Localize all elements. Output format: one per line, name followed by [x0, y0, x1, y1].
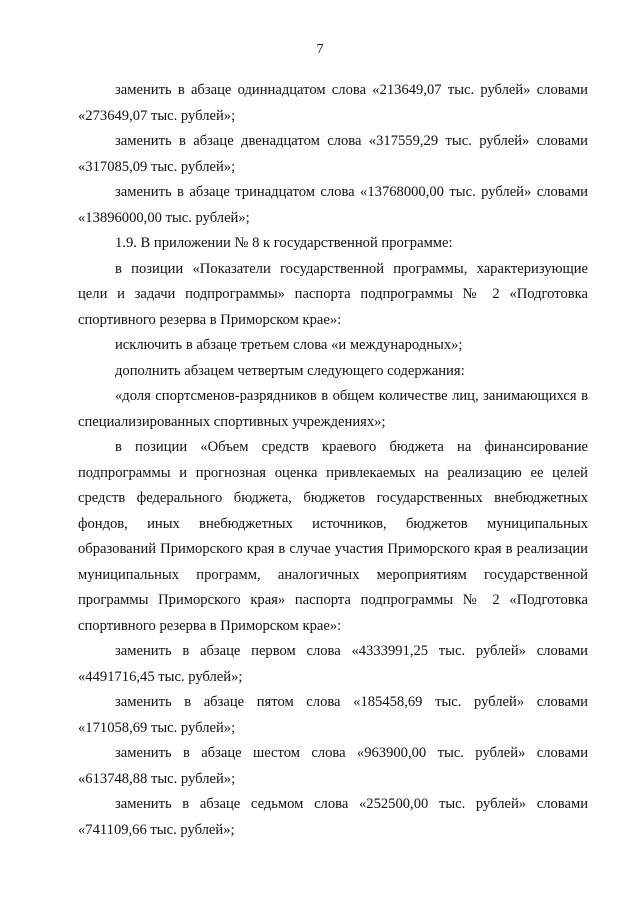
paragraph: дополнить абзацем четвертым следующего содержания:	[115, 362, 465, 379]
paragraph: заменить в абзаце шестом слова «963900,00 тыс. рублей» словами «613748,88 тыс. рублей»;	[78, 745, 588, 787]
paragraph: заменить в абзаце двенадцатом слова «317559,29 тыс. рублей» словами «317085,09 тыс. рублей»;	[78, 133, 588, 175]
paragraph: заменить в абзаце пятом слова «185458,69 тыс. рублей» словами «171058,69 тыс. рублей»;	[78, 694, 588, 736]
paragraph: заменить в абзаце одиннадцатом слова «213649,07 тыс. рублей» словами «273649,07 тыс. рублей»;	[78, 82, 588, 124]
section-heading: 1.9. В приложении № 8 к государственной программе:	[115, 235, 453, 251]
document-body	[78, 78, 588, 843]
paragraph: заменить в абзаце седьмом слова «252500,00 тыс. рублей» словами «741109,66 тыс. рублей»;	[78, 796, 588, 838]
paragraph: исключить в абзаце третьем слова «и международных»;	[115, 337, 463, 353]
paragraph: заменить в абзаце первом слова «4333991,25 тыс. рублей» словами «4491716,45 тыс. рублей»;	[78, 643, 588, 685]
page-number: 7	[316, 42, 324, 57]
paragraph: в позиции «Показатели государственной программы, характеризующие цели и задачи подпрограммы» паспорта подпрограммы № 2 «Подготовка спортивного резерва в Приморском крае»:	[78, 260, 588, 328]
quoted-paragraph: «доля спортсменов-разрядников в общем количестве лиц, занимающихся в специализированных спортивных учреждениях»;	[78, 388, 588, 430]
paragraph: заменить в абзаце тринадцатом слова «13768000,00 тыс. рублей» словами «13896000,00 тыс. рублей»;	[78, 184, 588, 226]
paragraph: в позиции «Объем средств краевого бюджета на финансирование подпрограммы и прогнозная оценка привлекаемых на реализацию ее целей средств федерального бюджета, бюджетов государственных внебюджетных фондов, иных внебюджетных источников, бюджетов муниципальных образований Приморского края в случае участия Приморского края в реализации муниципальных программ, аналогичных мероприятиям государственной программы Приморского края» паспорта подпрограммы № 2 «Подготовка спортивного резерва в Приморском крае»:	[78, 439, 588, 634]
